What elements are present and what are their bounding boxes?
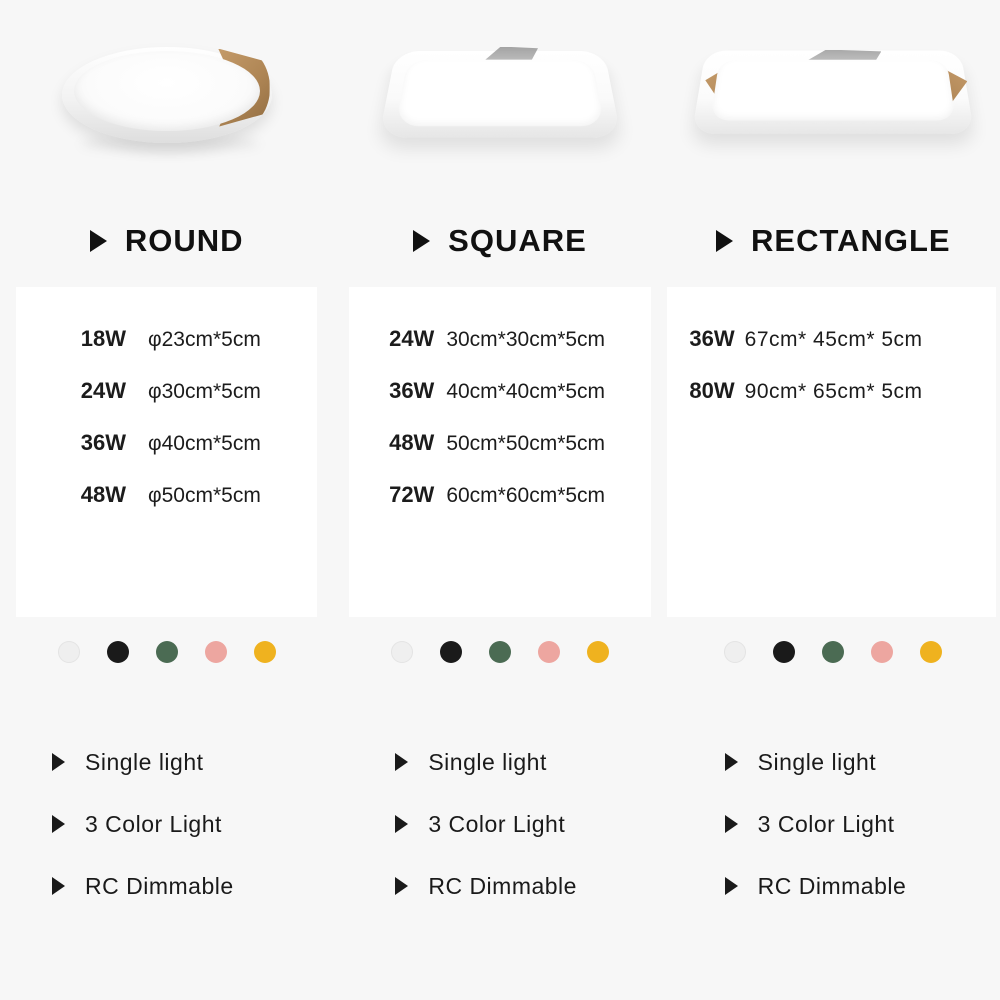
spec-wattage: 36W — [689, 326, 735, 351]
feature-item — [0, 731, 333, 793]
feature-label: RC Dimmable — [85, 872, 234, 899]
shape-title-square — [333, 195, 666, 287]
spec-dimensions: 30cm*30cm*5cm — [446, 328, 606, 351]
play-triangle-icon — [413, 230, 430, 252]
color-swatch-black[interactable] — [107, 641, 129, 663]
color-swatches-rectangle — [667, 617, 1000, 687]
play-triangle-icon — [716, 230, 733, 252]
spec-dimensions: φ40cm*5cm — [148, 432, 261, 455]
color-swatch-yellow[interactable] — [587, 641, 609, 663]
product-image-rectangle — [667, 0, 1000, 195]
lamp-diffuser — [711, 59, 956, 120]
play-triangle-icon — [395, 877, 408, 895]
feature-label: Single light — [757, 748, 877, 775]
spec-wattage: 72W — [389, 482, 435, 507]
color-swatch-black[interactable] — [440, 641, 462, 663]
feature-item — [333, 855, 666, 917]
square-lamp-illustration — [388, 33, 612, 163]
color-swatch-yellow[interactable] — [254, 641, 276, 663]
variant-column-rectangle — [667, 0, 1000, 1000]
spec-wattage: 36W — [389, 378, 435, 403]
play-triangle-icon — [725, 815, 738, 833]
feature-label: Single light — [85, 748, 204, 775]
shape-label: ROUND — [124, 223, 244, 258]
color-swatches-round — [0, 617, 333, 687]
spec-row — [16, 365, 317, 417]
spec-dimensions: 40cm*40cm*5cm — [446, 380, 606, 403]
spec-dimensions: φ50cm*5cm — [148, 484, 261, 507]
variant-column-square — [333, 0, 666, 1000]
spec-dimensions: φ30cm*5cm — [148, 380, 261, 403]
spec-wattage: 48W — [389, 430, 435, 455]
spec-wattage: 80W — [689, 378, 735, 403]
spec-row — [349, 313, 650, 365]
feature-item — [667, 793, 1000, 855]
color-swatch-pink[interactable] — [205, 641, 227, 663]
shape-label: RECTANGLE — [751, 223, 951, 258]
feature-list-rectangle — [667, 687, 1000, 917]
round-lamp-illustration — [62, 39, 272, 157]
play-triangle-icon — [725, 753, 738, 771]
play-triangle-icon — [395, 753, 408, 771]
spec-wattage: 24W — [389, 326, 435, 351]
spec-table-rectangle — [667, 287, 996, 617]
color-swatch-green[interactable] — [489, 641, 511, 663]
spec-wattage: 48W — [80, 482, 126, 507]
shape-title-round — [0, 195, 333, 287]
spec-row — [667, 313, 996, 365]
color-swatch-green[interactable] — [822, 641, 844, 663]
product-image-square — [333, 0, 666, 195]
lamp-diffuser — [74, 51, 260, 131]
shape-title-rectangle — [667, 195, 1000, 287]
feature-label: RC Dimmable — [428, 872, 577, 899]
play-triangle-icon — [52, 877, 65, 895]
play-triangle-icon — [90, 230, 107, 252]
spec-dimensions: 60cm*60cm*5cm — [446, 484, 606, 507]
spec-row — [667, 365, 996, 417]
play-triangle-icon — [52, 753, 65, 771]
product-image-round — [0, 0, 333, 195]
variant-column-round — [0, 0, 333, 1000]
color-swatch-pink[interactable] — [871, 641, 893, 663]
spec-row — [16, 469, 317, 521]
spec-dimensions: φ23cm*5cm — [148, 328, 261, 351]
spec-wattage: 24W — [80, 378, 126, 403]
spec-table-square — [349, 287, 650, 617]
play-triangle-icon — [52, 815, 65, 833]
color-swatches-square — [333, 617, 666, 687]
spec-table-round — [16, 287, 317, 617]
spec-row — [16, 417, 317, 469]
spec-row — [349, 417, 650, 469]
color-swatch-white[interactable] — [58, 641, 80, 663]
color-swatch-yellow[interactable] — [920, 641, 942, 663]
color-swatch-black[interactable] — [773, 641, 795, 663]
lamp-diffuser — [396, 59, 604, 126]
feature-label: Single light — [428, 748, 547, 775]
shape-label: SQUARE — [448, 223, 587, 258]
feature-item — [667, 731, 1000, 793]
feature-item — [333, 731, 666, 793]
feature-label: 3 Color Light — [85, 810, 222, 837]
feature-item — [0, 793, 333, 855]
feature-list-round — [0, 687, 333, 917]
feature-label: 3 Color Light — [757, 810, 895, 837]
feature-list-square — [333, 687, 666, 917]
color-swatch-white[interactable] — [391, 641, 413, 663]
feature-label: RC Dimmable — [757, 872, 907, 899]
spec-wattage: 18W — [80, 326, 126, 351]
color-swatch-white[interactable] — [724, 641, 746, 663]
feature-label: 3 Color Light — [428, 810, 566, 837]
spec-wattage: 36W — [80, 430, 126, 455]
color-swatch-green[interactable] — [156, 641, 178, 663]
feature-item — [667, 855, 1000, 917]
spec-row — [349, 365, 650, 417]
spec-dimensions: 67cm* 45cm* 5cm — [744, 328, 923, 351]
rectangle-lamp-illustration — [699, 34, 967, 162]
spec-row — [16, 313, 317, 365]
feature-item — [0, 855, 333, 917]
spec-row — [349, 469, 650, 521]
color-swatch-pink[interactable] — [538, 641, 560, 663]
spec-dimensions: 50cm*50cm*5cm — [446, 432, 606, 455]
feature-item — [333, 793, 666, 855]
spec-dimensions: 90cm* 65cm* 5cm — [744, 380, 923, 403]
play-triangle-icon — [395, 815, 408, 833]
play-triangle-icon — [725, 877, 738, 895]
